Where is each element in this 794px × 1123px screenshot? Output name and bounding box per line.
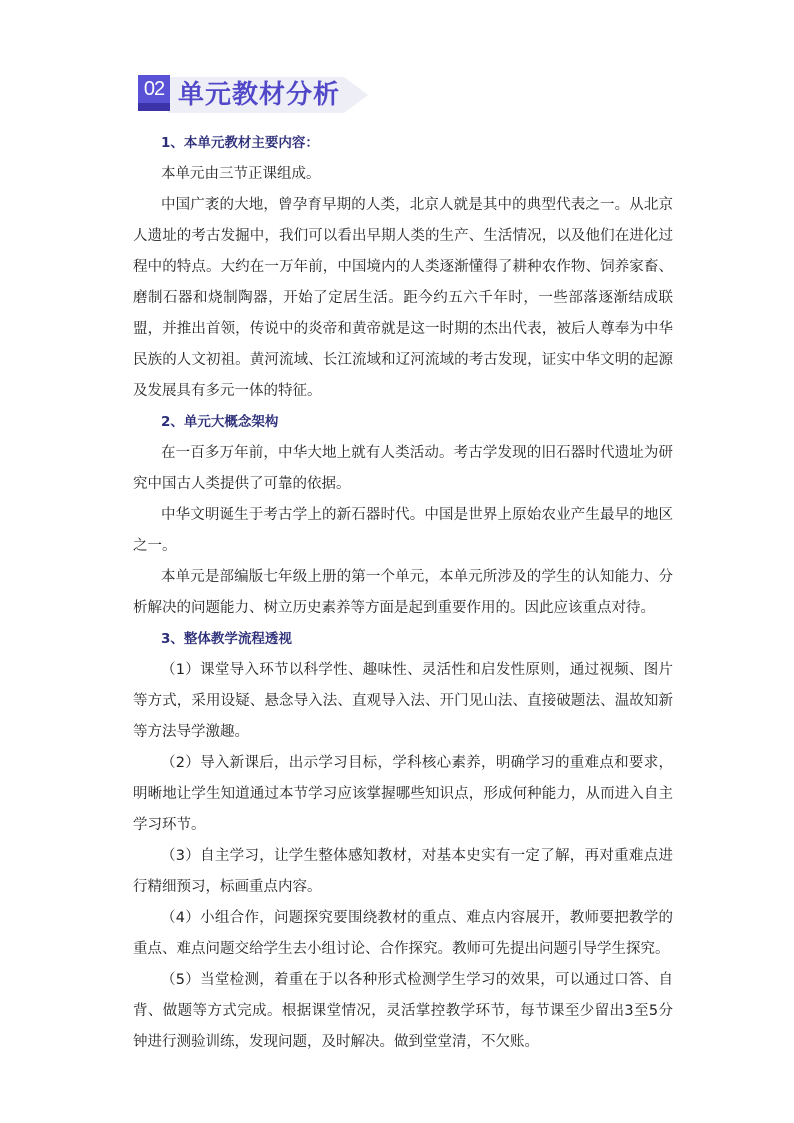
paragraph: （4）小组合作，问题探究要围绕教材的重点、难点内容展开，教师要把教学的重点、难点问题交给学生去小组讨论、合作探究。教师可先提出问题引导学生探究。 xyxy=(133,910,673,957)
section-title: 单元教材分析 xyxy=(178,80,341,110)
section-heading-3: 3、整体教学流程透视 xyxy=(161,631,292,647)
paragraph: 中华文明诞生于考古学上的新石器时代。中国是世界上原始农业产生最早的地区之一。 xyxy=(133,507,673,554)
document-body xyxy=(133,128,673,1058)
paragraph: 在一百多万年前，中华大地上就有人类活动。考古学发现的旧石器时代遗址为研究中国古人类提供了可靠的依据。 xyxy=(133,445,673,492)
paragraph: 中国广袤的大地，曾孕育早期的人类，北京人就是其中的典型代表之一。从北京人遗址的考古发掘中，我们可以看出早期人类的生产、生活情况，以及他们在进化过程中的特点。大约在一万年前，中国境内的人类逐渐懂得了耕种农作物、饲养家畜、磨制石器和烧制陶器，开始了定居生活。距今约五六千年时，一些部落逐渐结成联盟，并推出首领，传说中的炎帝和黄帝就是这一时期的杰出代表，被后人尊奉为中华民族的人文初祖。黄河流域、长江流域和辽河流域的考古发现，证实中华文明的起源及发展具有多元一体的特征。 xyxy=(133,197,673,399)
section-number-badge: 02 xyxy=(138,75,170,103)
section-heading-1: 1、本单元教材主要内容： xyxy=(161,135,319,151)
paragraph: （2）导入新课后，出示学习目标，学科核心素养，明确学习的重难点和要求，明晰地让学生知道通过本节学习应该掌握哪些知识点，形成何种能力，从而进入自主学习环节。 xyxy=(133,755,673,833)
paragraph: 本单元是部编版七年级上册的第一个单元，本单元所涉及的学生的认知能力、分析解决的问题能力、树立历史素养等方面是起到重要作用的。因此应该重点对待。 xyxy=(133,569,673,616)
section-banner xyxy=(138,73,378,115)
paragraph: （3）自主学习，让学生整体感知教材，对基本史实有一定了解，再对重难点进行精细预习，标画重点内容。 xyxy=(133,848,673,895)
paragraph: （1）课堂导入环节以科学性、趣味性、灵活性和启发性原则，通过视频、图片等方式，采用设疑、悬念导入法、直观导入法、开门见山法、直接破题法、温故知新等方法导学激趣。 xyxy=(133,662,673,740)
section-heading-2: 2、单元大概念架构 xyxy=(161,414,279,430)
paragraph: 本单元由三节正课组成。 xyxy=(161,166,321,182)
paragraph: （5）当堂检测，着重在于以各种形式检测学生学习的效果，可以通过口答、自背、做题等方式完成。根据课堂情况，灵活掌控教学环节，每节课至少留出3至5分钟进行测验训练，发现问题，及时解决。做到堂堂清，不欠账。 xyxy=(133,972,673,1050)
